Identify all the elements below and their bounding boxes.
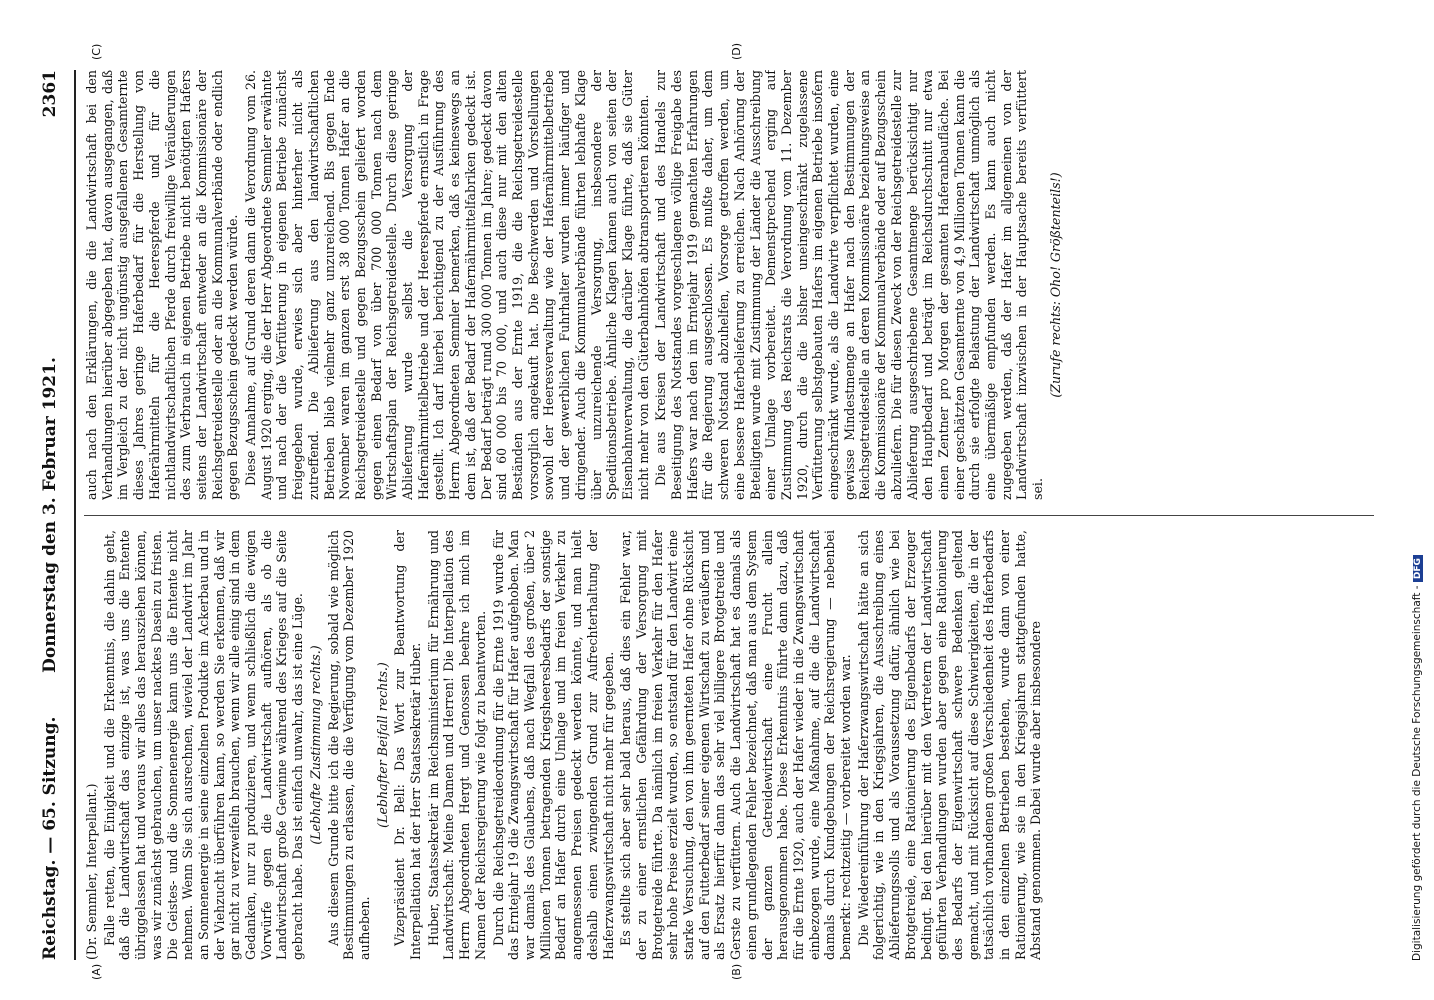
speaker-intro: (Dr. Semmler, Interpellant.) (84, 783, 99, 960)
column-right (84, 70, 1384, 500)
paragraph: Diese Annahme, auf Grund deren dann die Verordnung vom 26. August 1920 erging, die der Herr Abgeordnete Semmler erwähnte und nach der die Verfütterung in eigenen Betriebe zunächst freigegeben wurde, erwies sich aber hinterher nicht als zutreffend. Die Ablieferung aus den landwirtschaftlichen Betrieben blieb vielmehr ganz unzureichend. Bis gegen Ende November waren im ganzen erst 38 000 Tonnen Hafer an die Reichsgetreidestelle und gegen Bezugsschein geliefert worden gegen einen Bedarf von über 700 000 Tonnen nach dem Wirtschaftsplan der Reichsgetreidestelle. Durch diese geringe Ablieferung wurde selbst die Versorgung der Hafernährmittelbetriebe und der Heerespferde ernstlich in Frage gestellt. Ich darf hierbei berichtigend zu der Ausführung des Herrn Abgeordneten Semmler bemerken, daß es keineswegs an dem ist, daß der Bedarf der Hafernährmittelfabriken gedeckt ist. Der Bedarf beträgt rund 300 000 Tonnen im Jahre; gedeckt davon sind 60 000 bis 70 000, und auch diese nur mit den alten Beständen aus der Ernte 1919, die die Reichsgetreidestelle vorsorglich angekauft hat. Die Beschwerden und Vorstellungen sowohl der Heeresverwaltung wie der Hafernährmittelbetriebe und der gewerblichen Fuhrhalter wurden immer häufiger und dringender. Auch die Kommunalverbände führten lebhafte Klage über unzureichende Versorgung, insbesondere der Speditionsbetriebe. Ähnliche Klagen kamen auch von seiten der Eisenbahnverwaltung, die darüber Klage führte, daß sie Güter nicht mehr von den Güterbahnhöfen abtransportieren könnten. (243, 70, 651, 500)
dfg-logo: DFG (1413, 555, 1423, 582)
column-left (84, 530, 1384, 960)
reaction: (Lebhafte Zustimmung rechts.) (307, 645, 323, 845)
paragraph: auch nach den Erklärungen, die die Landwirtschaft bei den Verhandlungen hierüber abgegeben hat, davon ausgegangen, daß im Vergleich zu der nicht ungünstig ausgefallenen Gesamternte dieses Jahres geringe Haferbedarf für die Herstellung von Haferährmitteln für die Heerespferde und für die nichtlandwirtschaftlichen Pferde durch freiwillige Veräußerungen des zum Verbrauch in eigenen Betriebe nicht benötigten Hafers seitens der Landwirtschaft entweder an die Kommissionäre der Reichsgetreidestelle oder an die Kommunalverbände oder endlich gegen Bezugsschein gedeckt werden würde. (84, 70, 241, 500)
paragraph: Falle retten, die Einigkeit und die Erkenntnis, die dahin geht, daß die Landwirtschaft das einzige ist, was uns die Entente übriggelassen hat und woraus wir alles das herausziehen können, was wir zunächst gebrauchen, um unser nacktes Dasein zu fristen. Die Geistes- und die Sonnenenergie kann uns die Entente nicht nehmen. Wenn Sie sich ausrechnen, wieviel der Landwirt im Jahr an Sonnenenergie in seine einzelnen Produkte im Ackerbau und in der Viehzucht überführen kann, so werden Sie erkennen, daß wir gar nicht zu verzweifeln brauchen, wenn wir alle einig sind in dem Gedanken, nur zu produzieren, und wenn schließlich die ewigen Vorwürfe gegen die Landwirtschaft aufhören, als ob die Landwirtschaft große Gewinne während des Krieges auf die Seite gebracht habe. Das ist einfach unwahr, das ist eine Lüge. (101, 530, 306, 960)
paragraph: Aus diesem Grunde bitte ich die Regierung, sobald wie möglich Bestimmungen zu erlassen, die die Verfügung vom Dezember 1920 aufheben. (325, 530, 372, 960)
page-header (40, 70, 70, 960)
reaction: (Zurufe rechts: Oho! Größtenteils!) (1047, 172, 1063, 398)
margin-marker-c: (C) (90, 43, 103, 60)
paragraph: Es stellte sich aber sehr bald heraus, daß dies ein Fehler war, der zu einer ernstlichen Gefährdung der Versorgung mit Brotgetreide führte. Da nämlich im freien Verkehr für den Hafer sehr hohe Preise erzielt wurden, so entstand für den Landwirt eine starke Versuchung, den von ihm geernteten Hafer ohne Rücksicht auf den Futterbedarf seiner eigenen Wirtschaft zu veräußern und als Ersatz hierfür dann das sehr viel billigere Brotgetreide und Gerste zu verfüttern. Auch die Landwirtschaft hat es damals als einen grundlegenden Fehler bezeichnet, daß man aus dem System der ganzen Getreidewirtschaft eine Frucht allein herausgenommen habe. Diese Erkenntnis führte dann dazu, daß für die Ernte 1920, auch der Hafer wieder in die Zwangswirtschaft einbezogen wurde, eine Maßnahme, auf die die Landwirtschaft damals durch Kundgebungen der Reichsregierung — nebenbei bemerkt: rechtzeitig — vorbereitet worden war. (618, 530, 854, 960)
paragraph: Vizepräsident Dr. Bell: Das Wort zur Beantwortung der Interpellation hat der Herr Staatssekretär Huber. (392, 530, 424, 960)
credit-text: Digitalisierung gefördert durch die Deutsche Forschungsgemeinschaft - (1411, 585, 1423, 961)
header-rule (74, 70, 76, 960)
header-left: Reichstag. — 65. Sitzung. (40, 716, 60, 960)
column-divider (84, 515, 1374, 516)
header-date: Donnerstag den 3. Februar 1921. (40, 357, 60, 673)
margin-marker-a: (A) (90, 963, 103, 980)
paragraph: Die aus Kreisen der Landwirtschaft und des Handels zur Beseitigung des Notstandes vorgeschlagene völlige Freigabe des Hafers war nach den im Erntejahr 1919 gemachten Erfahrungen für die Regierung ausgeschlossen. Es mußte daher, um dem schweren Notstand abzuhelfen, Vorsorge getroffen werden, um eine bessere Haferbelieferung zu erreichen. Nach Anhörung der Beteiligten wurde mit Zustimmung der Länder die Ausschreibung einer Umlage vorbereitet. Demenstprechend erging auf Zustimmung des Reichsrats die Verordnung vom 11. Dezember 1920, durch die die bisher uneingeschränkt zugelassene Verfütterung selbstgebauten Hafers im eigenen Betriebe insofern eingeschränkt wurde, als die Landwirte verpflichtet wurden, eine gewisse Mindestmenge an Hafer nach den Bestimmungen der Reichsgetreidestelle an deren Kommissionäre beziehungsweise an die Kommissionäre der Kommunalverbände oder auf Bezugsschein abzuliefern. Die für diesen Zweck von der Reichsgetreidestelle zur Ablieferung ausgeschriebene Gesamtmenge berücksichtigt nur den Hauptbedarf und beträgt im Reichsdurchschnitt nur etwa einen Zentner pro Morgen der gesamten Haferanbaufläche. Bei einer geschätzten Gesamternte von 4,9 Millionen Tonnen kann die durch sie erfolgte Belastung der Landwirtschaft unmöglich als eine übermäßige empfunden werden. Es kann auch nicht zugegeben werden, daß der Hafer im allgemeinen von der Landwirtschaft inzwischen in der Hauptsache bereits verfüttert sei. (653, 70, 1046, 500)
paragraph: Durch die Reichsgetreideordnung für die Ernte 1919 wurde für das Erntejahr 19 die Zwangswirtschaft für Hafer aufgehoben. Man war damals des Glaubens, daß nach Wegfall des großen, über 2 Millionen Tonnen betragenden Kriegsheeresbedarfs der sonstige Bedarf an Hafer durch eine Umlage und im freien Verkehr zu angemessenen Preisen gedeckt werden könnte, und man hielt deshalb einen zwingenden Grund zur Aufrechterhaltung der Haferzwangswirtschaft nicht mehr für gegeben. (490, 530, 616, 960)
reaction: (Lebhafter Beifall rechts.) (374, 662, 390, 828)
margin-marker-d: (D) (730, 42, 743, 60)
page-number: 2361 (40, 70, 60, 118)
margin-marker-b: (B) (730, 963, 743, 980)
paragraph: Huber, Staatssekretär im Reichsministerium für Ernährung und Landwirtschaft: Meine Damen und Herren! Die Interpellation des Herrn Abgeordneten Hergt und Genossen beehre ich mich im Namen der Reichsregierung wie folgt zu beantworten. (425, 530, 488, 960)
paragraph: Die Wiedereinführung der Haferzwangswirtschaft hätte an sich folgerichtig, wie in den Kriegsjahren, die Ausschreibung eines Ablieferungssolls und als Voraussetzung dafür, ähnlich wie bei Brotgetreide, eine Rationierung des Eigenbedarfs der Erzeuger bedingt. Bei den hierüber mit den Vertretern der Landwirtschaft geführten Verhandlungen wurden aber gegen eine Rationierung des Bedarfs der Eigenwirtschaft schwere Bedenken geltend gemacht, und mit Rücksicht auf diese Schwierigkeiten, die in der tatsächlich vorhandenen großen Verschiedenheit des Haferbedarfs in den einzelnen Betrieben bestehen, wurde dann von einer Rationierung, wie sie in den Kriegsjahren stattgefunden hatte, Abstand genommen. Dabei wurde aber insbesondere (855, 530, 1044, 960)
digitization-credit (1411, 1, 1433, 961)
credit-sidebar (1412, 0, 1434, 1000)
